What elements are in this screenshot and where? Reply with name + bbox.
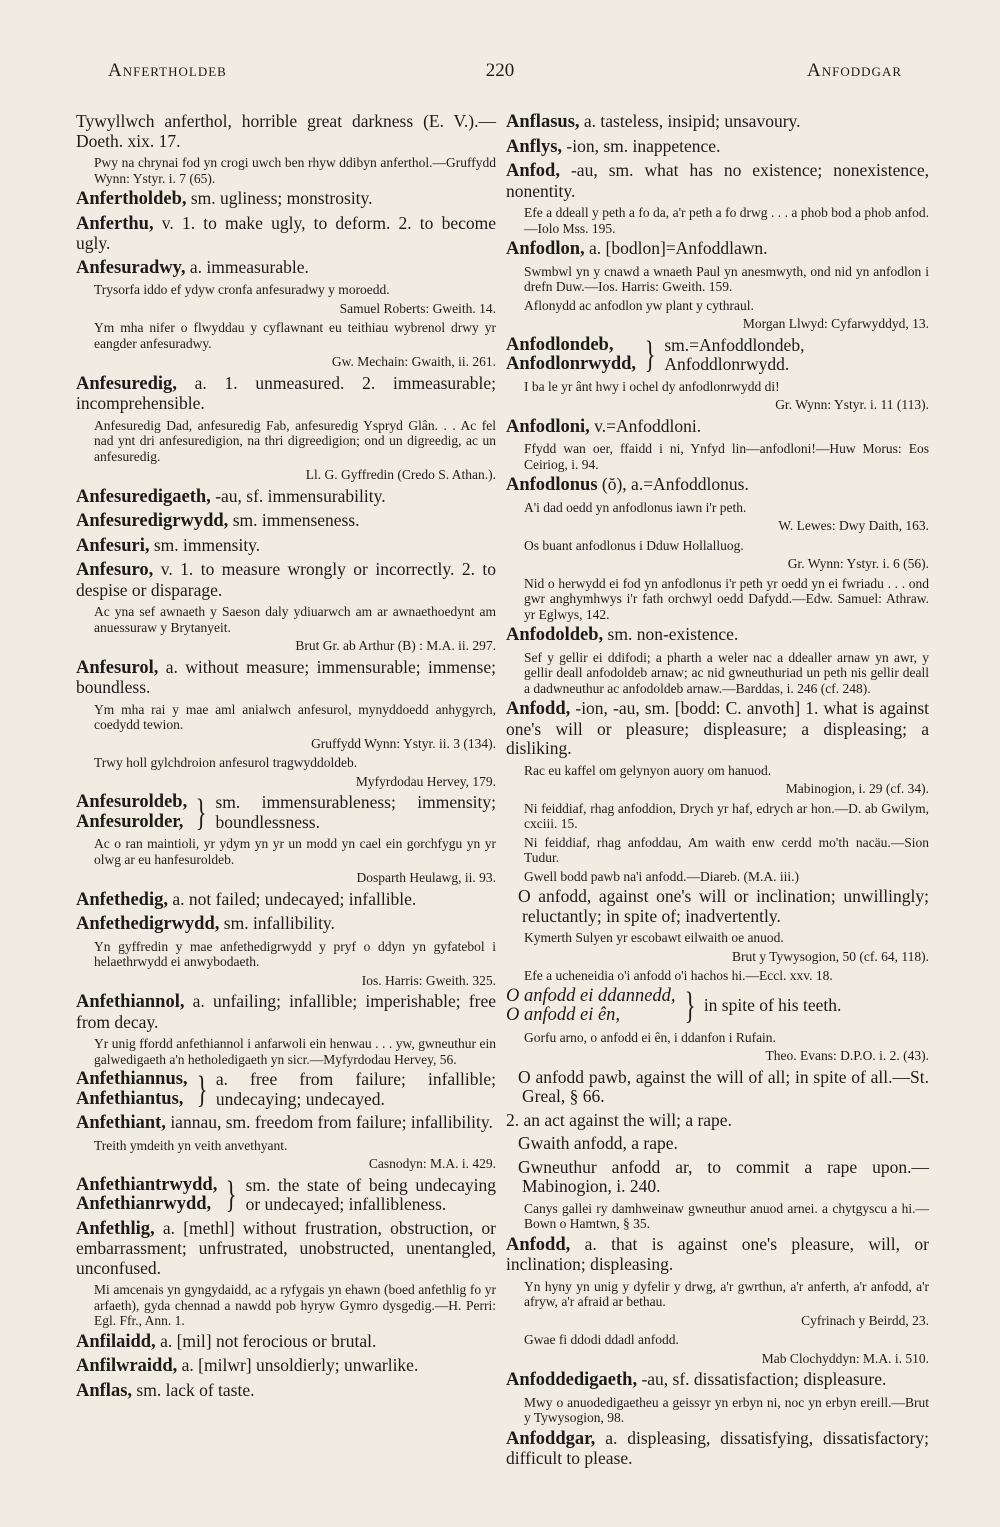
paired-headwords [506, 336, 636, 375]
citation-quote: A'i dad oedd yn anfodlonus iawn i'r peth. [524, 499, 747, 515]
citation-quote: Canys gallei ry damhweinaw gwneuthur anuod arnei. a chytgyscu a hi.—Bown o Hamtwn, § 35. [524, 1200, 929, 1231]
entry-headword: Anfethedigrwydd, [76, 914, 220, 934]
entry-definition: -au, sf. dissatisfaction; displeasure. [637, 1369, 887, 1389]
dictionary-entry [506, 417, 929, 438]
citation-quote: Mwy o anuodedigaetheu a geissyr yn erbyn ni, noc yn erbyn ereill.—Brut y Tywysogion, 98. [524, 1394, 929, 1425]
brace-glyph: } [196, 1068, 208, 1111]
dictionary-entry [76, 914, 496, 935]
brace-glyph: } [195, 791, 207, 834]
entry-headword: Anfodd, [506, 1234, 571, 1255]
idiom-entry: O anfodd pawb, against the will of all; in spite of all.—St. Greal, § 66. [518, 1066, 929, 1106]
citation-quote: Anfesuredig Dad, anfesuredig Fab, anfesuredig Yspryd Glân. . . Ac fel nad ynt dri anfesuredigion, na thri digreedigion; ond un digreedig, ac un anfesuredig. [94, 417, 496, 464]
citation-source: Casnodyn: M.A. i. 429. [368, 1156, 496, 1171]
citation-quote: Trwy holl gylchdroion anfesurol tragwyddoldeb. [94, 755, 358, 770]
entry-headword: Anfesuredigaeth, [76, 486, 211, 507]
citation-quote: Yr unig ffordd anfethiannol i anfarwoli ein henwau . . . yw, gwneuthur ein galwedigaeth a'n hetholedigaeth yn sicr.—Myfyrdodau Hervey, 56. [94, 1036, 496, 1067]
entry-headword: Anfethiantus, [76, 1088, 184, 1109]
dictionary-entry [506, 1235, 929, 1275]
idiom-entry: Gwneuthur anfodd ar, to commit a rape upon.—Mabinogion, i. 240. [518, 1156, 929, 1196]
paired-headwords [76, 1176, 217, 1215]
entry-definition: a. unfailing; infallible; imperishable; free from decay. [76, 991, 496, 1032]
paired-entry [76, 793, 496, 832]
entry-headword: Anfoddgar, [506, 1428, 596, 1449]
citation-quote: Swmbwl yn y cnawd a wnaeth Paul yn anesmwyth, ond nid yn anfodlon i drefn Duw.—Ios. Harris: Gweith. 159. [524, 263, 929, 294]
paired-headwords [76, 793, 187, 832]
entry-definition: a. displeasing, dissatisfying, dissatisfactory; difficult to please. [506, 1427, 929, 1468]
citation-quote: Sef y gellir ei ddifodi; a pharth a weler nac a ddealler arnaw yn awr, y gellir deall anfodoldeb arnaw; ac nid gwneuthuriad un peth nis gellir deall a dadwneuthur ac anfodoldeb arnaw.—Barddas, i. 246 (cf. 248). [524, 649, 929, 696]
entry-definition: a. free from failure; infallible; undecaying; undecayed. [215, 1069, 496, 1109]
dictionary-entry [506, 625, 929, 646]
entry-headword: Anfethianrwydd, [76, 1194, 212, 1214]
dictionary-entry [506, 1429, 929, 1469]
entry-definition: a. not failed; undecayed; infallible. [168, 888, 417, 909]
dictionary-entry [76, 992, 496, 1032]
brace-glyph: } [225, 1174, 237, 1216]
dictionary-entry [76, 189, 496, 210]
right-column [506, 112, 929, 1473]
left-column [76, 112, 496, 1405]
entry-headword: Anfethlig, [76, 1218, 155, 1239]
paired-headwords [76, 1070, 188, 1109]
dictionary-entry [506, 161, 929, 201]
citation-quote: Os buant anfodlonus i Dduw Hollalluog. [524, 537, 744, 553]
entry-headword: Anfodlonus [506, 475, 598, 495]
citation-source: Gr. Wynn: Ystyr. i. 6 (56). [787, 556, 929, 571]
entry-definition: -ion, sm. inappetence. [562, 135, 721, 156]
citation-source: Ll. G. Gyffredin (Credo S. Athan.). [305, 467, 496, 482]
entry-definition: sm. lack of taste. [132, 1379, 255, 1400]
citation-quote: Efe a ucheneidia o'i anfodd o'i hachos hi.—Eccl. xxv. 18. [524, 968, 833, 983]
entry-definition: -au, sf. immensurability. [210, 485, 386, 506]
entry-headword: Anfodloni, [506, 416, 590, 437]
citation-quote: Kymerth Sulyen yr escobawt eilwaith oe anuod. [524, 930, 784, 945]
dictionary-entry [506, 239, 929, 260]
dictionary-entry [76, 214, 496, 254]
citation-source: W. Lewes: Dwy Daith, 163. [778, 518, 929, 533]
citation-quote: Ym mha rai y mae aml anialwch anfesurol, mynyddoedd anhygyrch, coedydd tewion. [94, 701, 496, 732]
dictionary-entry [506, 112, 929, 133]
entry-headword: Anfilaidd, [76, 1331, 156, 1352]
entry-headword: Anfethiannus, [76, 1069, 188, 1089]
entry-definition: a. [methl] without frustration, obstruction, or embarrassment; unfrustrated, unobstructed, unentangled, unconfused. [76, 1217, 496, 1278]
entry-definition: -ion, -au, sm. [bodd: C. anvoth] 1. what is against one's will or pleasure; displeasure; a displeasing; a disliking. [506, 698, 929, 758]
entry-headword: Anfesuroldeb, [76, 792, 188, 812]
citation-quote: Pwy na chrynai fod yn crogi uwch ben rhyw ddibyn anferthol.—Gruffydd Wynn: Ystyr. i. 7 (65). [94, 155, 496, 186]
paired-entry [76, 1070, 496, 1109]
citation-quote: Yn gyffredin y mae anfethedigrwydd y pryf o ddyn yn gyfatebol i helaethrwydd ei anwybodaeth. [94, 938, 496, 969]
entry-definition: v. 1. to measure wrongly or incorrectly. 2. to despise or disparage. [76, 559, 496, 600]
entry-headword: Anfilwraidd, [76, 1356, 178, 1376]
entry-headword: O anfodd ei ên, [506, 1005, 621, 1025]
entry-definition: sm. non-existence. [603, 624, 739, 644]
citation-quote: Trysorfa iddo ef ydyw cronfa anfesuradwy y moroedd. [94, 282, 390, 297]
citation-source: Myfyrdodau Hervey, 179. [355, 773, 496, 789]
entry-headword: O anfodd ei ddannedd, [506, 985, 676, 1006]
citation-source: Gw. Mechain: Gwaith, ii. 261. [331, 354, 496, 369]
header-left-guideword: Anfertholdeb [108, 60, 227, 81]
citation-quote: Mi amcenais yn gyngydaidd, ac a ryfygais yn ehawn (boed anfethlig fo yr arfaeth), gyda chennad a nawdd pob hyryw Gymro dysgedig.—H. Perri: Egl. Ffr., Ann. 1. [94, 1282, 496, 1328]
citation-source: Morgan Llwyd: Cyfarwyddyd, 13. [742, 316, 929, 331]
entry-headword: Anfod, [506, 161, 560, 181]
entry-definition: sm. immensurableness; immensity; boundlessness. [215, 792, 496, 832]
entry-headword: Anfesuredig, [76, 373, 177, 394]
dictionary-entry [76, 112, 496, 151]
dictionary-entry [76, 1113, 496, 1134]
citation-source: Ios. Harris: Gweith. 325. [361, 972, 496, 988]
dictionary-entry [76, 258, 496, 279]
entry-headword: Anfesuredigrwydd, [76, 511, 229, 531]
citation-source: Gruffydd Wynn: Ystyr. ii. 3 (134). [311, 735, 496, 751]
citation-quote: Ac o ran maintioli, yr ydym yn yr un modd yn cael ein gorchfygu yn yr olwg ar eu hanfesuroldeb. [94, 836, 496, 867]
dictionary-entry [76, 1332, 496, 1353]
citation-quote: Rac eu kaffel om gelynyon auory om hanuod. [524, 762, 772, 778]
citation-source: Mabinogion, i. 29 (cf. 34). [785, 781, 929, 796]
citation-quote: Gwell bodd pawb na'i anfodd.—Diareb. (M.A. iii.) [524, 868, 799, 884]
entry-headword: Anfethedig, [76, 889, 168, 910]
entry-definition: a. 1. unmeasured. 2. immeasurable; incomprehensible. [76, 372, 496, 413]
citation-source: Brut y Tywysogion, 50 (cf. 64, 118). [731, 948, 929, 964]
entry-definition: sm.=Anfoddlondeb, Anfoddlonrwydd. [664, 334, 805, 374]
citation-quote: Ni feiddiaf, rhag anfoddion, Drych yr haf, edrych ar hon.—D. ab Gwilym, cxciii. 15. [524, 800, 929, 831]
entry-definition: a. [mil] not ferocious or brutal. [155, 1330, 377, 1351]
dictionary-entry [76, 560, 496, 600]
entry-definition: a. tasteless, insipid; unsavoury. [579, 111, 801, 131]
dictionary-entry [76, 658, 496, 698]
entry-headword: Anferthu, [76, 213, 154, 234]
entry-headword: Anfodlon, [506, 239, 585, 259]
header-right-guideword: Anfoddgar [807, 60, 902, 81]
entry-definition: -au, sm. what has no existence; nonexistence, nonentity. [506, 160, 929, 201]
entry-definition: Tywyllwch anferthol, horrible great darkness (E. V.).—Doeth. xix. 17. [76, 111, 496, 151]
citation-quote: Ac yna sef awnaeth y Saeson daly ydiuarwch am ar awnaethoedynt am anuessuraw y Brytanyeit. [94, 604, 496, 635]
entry-definition: a. [milwr] unsoldierly; unwarlike. [177, 1355, 419, 1375]
dictionary-entry [506, 1370, 929, 1391]
paired-entry [506, 336, 929, 375]
entry-headword: Anfodd, [506, 699, 571, 719]
dictionary-entry [76, 1219, 496, 1279]
entry-headword: Anflasus, [506, 112, 580, 132]
citation-source: Cyfrinach y Beirdd, 23. [801, 1312, 929, 1328]
entry-definition: sm. infallibility. [219, 913, 335, 933]
entry-definition: a. without measure; immensurable; immense; boundless. [76, 656, 496, 697]
citation-source: Gr. Wynn: Ystyr. i. 11 (113). [775, 397, 929, 412]
citation-source: Dosparth Heulawg, ii. 93. [356, 870, 496, 885]
entry-headword: Anfesuro, [76, 560, 154, 580]
entry-definition: sm. immensity. [149, 534, 261, 555]
citation-quote: Efe a ddeall y peth a fo da, a'r peth a fo drwg . . . a phob bod a phob anfod.—Iolo Mss. 195. [524, 205, 929, 236]
citation-quote: Gwae fi ddodi ddadl anfodd. [524, 1332, 679, 1347]
entry-headword: Anfodlondeb, [506, 334, 614, 355]
entry-headword: Anfethiantrwydd, [76, 1174, 218, 1195]
entry-headword: Anfertholdeb, [76, 189, 187, 209]
citation-quote: Ffydd wan oer, ffaidd i ni, Ynfyd lin—anfodloni!—Huw Morus: Eos Ceiriog, i. 94. [524, 441, 929, 472]
entry-headword: Anfethiannol, [76, 992, 185, 1012]
citation-source: Brut Gr. ab Arthur (B) : M.A. ii. 297. [295, 638, 496, 653]
paired-entry [76, 1176, 496, 1215]
entry-headword: Anfodlonrwydd, [506, 354, 637, 374]
entry-headword: Anfesuradwy, [76, 257, 186, 278]
citation-quote: Aflonydd ac anfodlon yw plant y cythraul. [524, 297, 754, 313]
citation-source: Theo. Evans: D.P.O. i. 2. (43). [765, 1048, 929, 1063]
entry-headword: Anfodoldeb, [506, 625, 604, 645]
paired-entry [506, 987, 929, 1026]
entry-definition: v.=Anfoddloni. [589, 415, 702, 436]
dictionary-entry [76, 1381, 496, 1402]
dictionary-entry [76, 1356, 496, 1377]
citation-quote: Treith ymdeith yn veith anvethyant. [94, 1137, 288, 1153]
page-number: 220 [485, 60, 515, 81]
entry-headword: Anflys, [506, 136, 563, 157]
entry-headword: Anfesuri, [76, 535, 150, 556]
entry-headword: Anfoddedigaeth, [506, 1370, 638, 1390]
dictionary-entry [76, 487, 496, 508]
citation-quote: Ym mha nifer o flwyddau y cyflawnant eu teithiau wybrenol drwy yr eangder anfesuradwy. [94, 320, 496, 351]
entry-definition: sm. ugliness; monstrosity. [186, 188, 373, 208]
dictionary-entry [506, 137, 929, 158]
idiom-entry: Gwaith anfodd, a rape. [518, 1133, 678, 1153]
entry-definition: sm. immenseness. [228, 510, 360, 530]
citation-source: Samuel Roberts: Gweith. 14. [339, 300, 496, 316]
paired-headwords [506, 987, 676, 1026]
entry-definition: a. immeasurable. [185, 256, 309, 277]
citation-quote: Yn hyny yn unig y dyfelir y drwg, a'r gwrthun, a'r anferth, a'r anfodd, a'r afryw, a'r afraid ar bethau. [524, 1278, 929, 1309]
brace-glyph: } [644, 334, 656, 376]
dictionary-entry [506, 1111, 929, 1131]
entry-definition: v. 1. to make ugly, to deform. 2. to become ugly. [76, 212, 496, 253]
entry-definition: a. [bodlon]=Anfoddlawn. [584, 238, 768, 258]
entry-definition: in spite of his teeth. [703, 995, 842, 1016]
dictionary-entry [506, 475, 929, 496]
idiom-entry: O anfodd, against one's will or inclination; unwillingly; reluctantly; in spite of; inadvertently. [518, 886, 929, 926]
dictionary-entry [76, 511, 496, 532]
entry-headword: Anfesurolder, [76, 811, 184, 832]
citation-quote: Nid o herwydd ei fod yn anfodlonus i'r peth yr oedd yn ei fwriadu . . . ond gwr anghymhwys i'r fath orchwyl oedd Dafydd.—Edw. Samuel: Athraw. yr Eglwys, 142. [524, 575, 929, 622]
entry-definition: (ŏ), a.=Anfoddlonus. [597, 474, 749, 494]
citation-source: Mab Clochyddyn: M.A. i. 510. [761, 1350, 929, 1366]
dictionary-entry [76, 536, 496, 557]
dictionary-entry [506, 699, 929, 759]
entry-headword: Anfethiant, [76, 1113, 166, 1133]
entry-definition: sm. the state of being undecaying or undecayed; infallibleness. [245, 1174, 496, 1214]
dictionary-entry [76, 374, 496, 414]
dictionary-entry [76, 890, 496, 911]
entry-headword: Anflas, [76, 1380, 133, 1401]
citation-quote: I ba le yr ânt hwy i ochel dy anfodlonrwydd di! [524, 378, 780, 394]
brace-glyph: } [684, 985, 696, 1027]
entry-definition: iannau, sm. freedom from failure; infallibility. [165, 1112, 493, 1132]
entry-definition: a. that is against one's pleasure, will, or inclination; displeasing. [506, 1233, 929, 1274]
citation-quote: Ni feiddiaf, rhag anfoddau, Am waith enw cerdd mo'th nacäu.—Sion Tudur. [524, 834, 929, 865]
citation-quote: Gorfu arno, o anfodd ei ên, i ddanfon i Rufain. [524, 1029, 776, 1045]
entry-headword: Anfesurol, [76, 657, 159, 678]
entry-definition: 2. an act against the will; a rape. [506, 1109, 732, 1130]
running-head [98, 60, 902, 84]
